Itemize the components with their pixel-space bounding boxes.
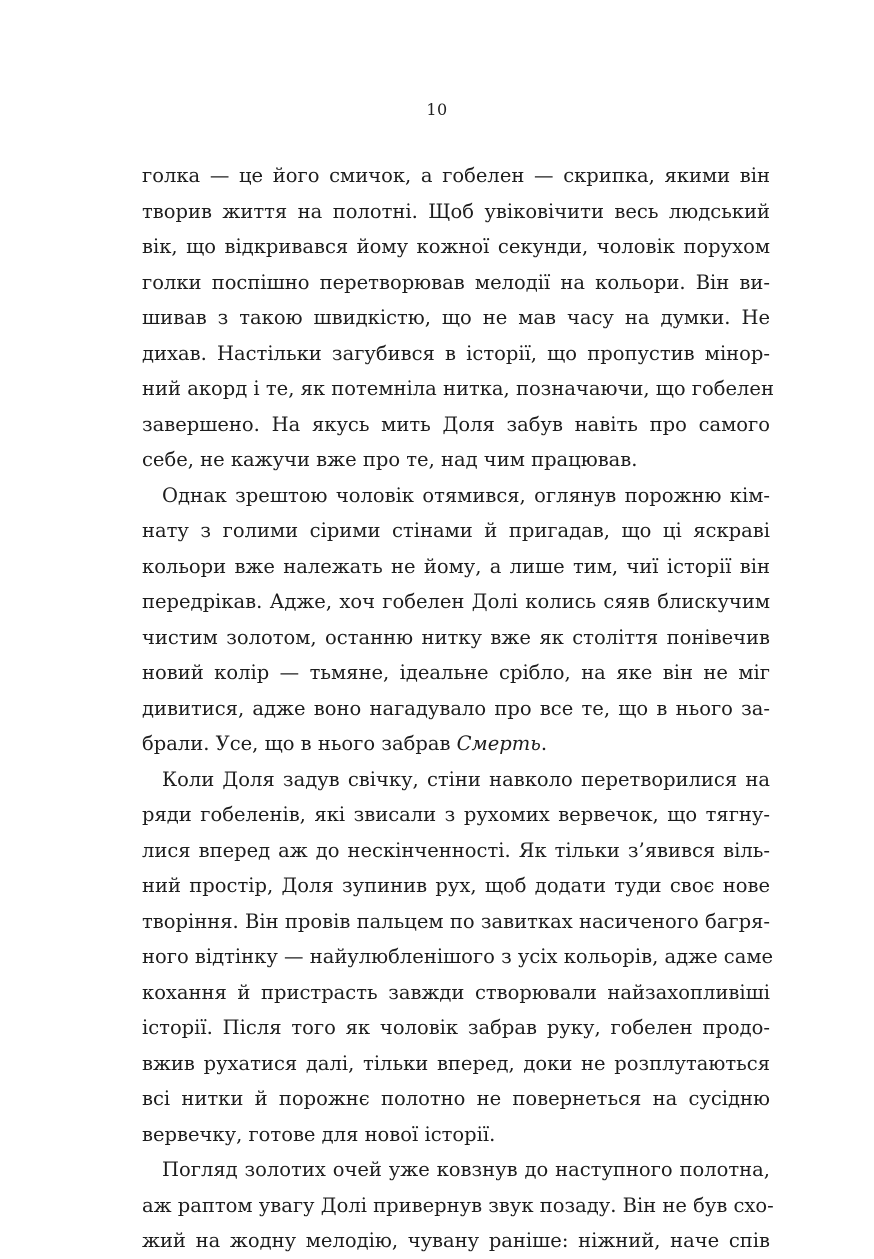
text-line — [142, 229, 770, 265]
page-number: 10 — [426, 100, 448, 119]
text-line — [142, 975, 770, 1011]
text-line — [142, 407, 770, 443]
text-line — [142, 726, 770, 762]
body-text — [142, 158, 774, 1259]
text-line — [142, 336, 770, 372]
text-line-content: шивав з такою швидкістю, що не мав часу на думки. Не — [142, 306, 770, 329]
text-line — [142, 1152, 770, 1188]
text-line-content: передрікав. Адже, хоч гобелен Долі колись сяяв блискучим — [142, 590, 770, 613]
text-line-content: ряди гобеленів, які звисали з рухомих вервечок, що тягну- — [142, 803, 770, 826]
text-line-content: новий колір — тьмяне, ідеальне срібло, на яке він не міг — [142, 661, 770, 684]
text-line — [142, 691, 770, 727]
text-line — [142, 1223, 770, 1259]
text-line — [142, 655, 770, 691]
text-line — [142, 939, 774, 975]
text-line — [142, 265, 770, 301]
italic-word: Смерть — [456, 732, 541, 755]
text-line — [142, 1046, 770, 1082]
text-line-content: жий на жодну мелодію, чувану раніше: ніжний, наче спів — [142, 1229, 770, 1252]
text-line-content: вік, що відкривався йому кожної секунди, чоловік порухом — [142, 235, 770, 258]
text-line — [142, 868, 770, 904]
text-line — [142, 904, 770, 940]
text-line-tail: . — [540, 732, 548, 755]
text-line-content: Погляд золотих очей уже ковзнув до наступного полотна, — [162, 1158, 770, 1181]
text-line — [142, 1081, 770, 1117]
text-line-content: чистим золотом, останню нитку вже як століття понівечив — [142, 625, 770, 649]
text-line — [142, 194, 770, 230]
text-line — [142, 1117, 770, 1153]
text-line-content: кольори вже належать не йому, а лише тим, чиї історії він — [142, 554, 770, 578]
text-line — [142, 620, 770, 656]
text-line-content: Коли Доля задув свічку, стіни навколо перетворилися на — [162, 767, 770, 791]
text-line — [142, 762, 770, 798]
text-line-content: лися вперед аж до нескінченності. Як тільки з’явився віль- — [142, 838, 770, 862]
text-line-content: брали. Усе, що в нього забрав — [142, 732, 457, 755]
text-line-content: дихав. Настільки загубився в історії, що пропустив мінор- — [142, 341, 770, 365]
text-line-content: ного відтінку — найулюбленішого з усіх кольорів, адже саме — [142, 945, 774, 968]
text-line-content: всі нитки й порожнє полотно не повернеться на сусідню — [142, 1087, 770, 1110]
text-line — [142, 549, 770, 585]
text-line — [142, 797, 770, 833]
text-line-content: творив життя на полотні. Щоб увіковічити весь людський — [142, 199, 770, 223]
text-line — [142, 1010, 770, 1046]
text-line-content: аж раптом увагу Долі привернув звук позаду. Він не був схо- — [142, 1193, 774, 1217]
text-line-content: творіння. Він провів пальцем по завитках насиченого багря- — [142, 909, 770, 933]
text-line — [142, 833, 770, 869]
text-line — [142, 1188, 774, 1224]
text-line — [142, 300, 770, 336]
text-line-content: голки поспішно перетворював мелодії на кольори. Він ви- — [142, 270, 770, 294]
text-line-content: себе, не кажучи вже про те, над чим працював. — [142, 448, 638, 471]
text-line-content: нату з голими сірими стінами й пригадав, що ці яскраві — [142, 519, 770, 542]
text-line-content: голка — це його смичок, а гобелен — скрипка, якими він — [142, 164, 770, 187]
text-line-content: вервечку, готове для нової історії. — [142, 1122, 496, 1146]
text-line-content: вжив рухатися далі, тільки вперед, доки не розплутаються — [142, 1051, 770, 1075]
text-line-content: завершено. На якусь мить Доля забув навіть про самого — [142, 412, 770, 436]
text-line-content: кохання й пристрасть завжди створювали найзахопливіші — [142, 980, 770, 1004]
text-line — [142, 478, 770, 514]
text-line — [142, 371, 774, 407]
text-line — [142, 158, 770, 194]
text-line — [142, 442, 770, 478]
text-line — [142, 584, 770, 620]
text-line — [142, 513, 770, 549]
text-line-content: дивитися, адже воно нагадувало про все те, що в нього за- — [142, 696, 770, 720]
text-line-content: ний простір, Доля зупинив рух, щоб додати туди своє нове — [142, 874, 770, 897]
text-line-content: історії. Після того як чоловік забрав руку, гобелен продо- — [142, 1016, 770, 1039]
text-line-content: ний акорд і те, як потемніла нитка, позначаючи, що гобелен — [142, 377, 774, 400]
text-line-content: Однак зрештою чоловік отямився, оглянув порожню кім- — [162, 483, 770, 507]
